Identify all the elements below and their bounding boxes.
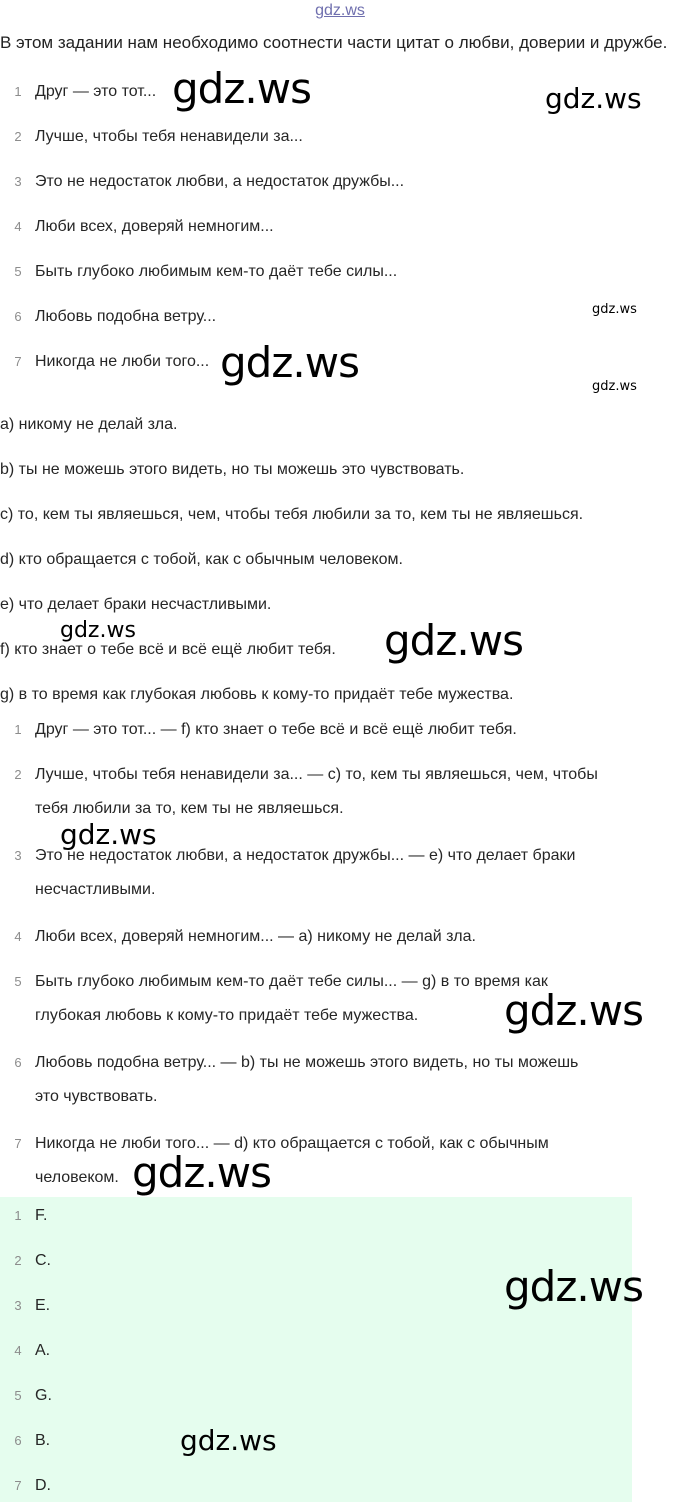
answer-text: Люби всех, доверяй немногим... — a) никому не делай зла. [35, 928, 476, 945]
watermark: gdz.ws [545, 82, 642, 115]
key-letter: B. [35, 1432, 51, 1449]
key-number: 5 [14, 1388, 22, 1403]
watermark: gdz.ws [60, 618, 136, 643]
answer-key-box [0, 1197, 632, 1502]
item-number: 4 [14, 219, 22, 234]
item-number: 3 [14, 174, 22, 189]
key-number: 1 [14, 1208, 22, 1223]
ending-item: f) кто знает о тебе всё и всё ещё любит тебя. [0, 641, 336, 658]
task-intro: В этом задании нам необходимо соотнести части цитат о любви, доверии и дружбе. [0, 33, 668, 52]
answer-number: 4 [14, 929, 22, 944]
key-letter: F. [35, 1207, 48, 1224]
answer-text-cont: человеком. [35, 1169, 119, 1186]
key-number: 3 [14, 1298, 22, 1313]
key-letter: D. [35, 1477, 51, 1494]
watermark: gdz.ws [504, 1262, 643, 1311]
key-number: 4 [14, 1343, 22, 1358]
answer-number: 3 [14, 848, 22, 863]
item-text: Любовь подобна ветру... [35, 308, 217, 325]
answer-text: Никогда не люби того... — d) кто обращается с тобой, как с обычным [35, 1135, 549, 1152]
answer-text: Друг — это тот... — f) кто знает о тебе всё и всё ещё любит тебя. [35, 721, 517, 738]
key-number: 2 [14, 1253, 22, 1268]
watermark: gdz.ws [60, 818, 157, 851]
item-text: Друг — это тот... [35, 83, 157, 100]
item-number: 5 [14, 264, 22, 279]
ending-item: g) в то время как глубокая любовь к кому-то придаёт тебе мужества. [0, 686, 514, 703]
item-text: Люби всех, доверяй немногим... [35, 218, 274, 235]
watermark: gdz.ws [180, 1424, 277, 1457]
key-number: 6 [14, 1433, 22, 1448]
answer-text: Быть глубоко любимым кем-то даёт тебе силы... — g) в то время как [35, 973, 548, 990]
ending-item: b) ты не можешь этого видеть, но ты можешь это чувствовать. [0, 461, 465, 478]
key-letter: E. [35, 1297, 51, 1314]
key-number: 7 [14, 1478, 22, 1493]
item-text: Это не недостаток любви, а недостаток дружбы... [35, 173, 405, 190]
answer-text: Это не недостаток любви, а недостаток дружбы... — e) что делает браки [35, 847, 576, 864]
ending-item: a) никому не делай зла. [0, 416, 178, 433]
key-letter: C. [35, 1252, 51, 1269]
item-number: 1 [14, 84, 22, 99]
ending-item: d) кто обращается с тобой, как с обычным человеком. [0, 551, 403, 568]
answer-text: Лучше, чтобы тебя ненавидели за... — c) то, кем ты являешься, чем, чтобы [35, 766, 598, 783]
answer-text-cont: несчастливыми. [35, 881, 156, 898]
ending-item: e) что делает браки несчастливыми. [0, 596, 272, 613]
answer-text-cont: тебя любили за то, кем ты не являешься. [35, 800, 344, 817]
item-text: Быть глубоко любимым кем-то даёт тебе силы... [35, 263, 398, 280]
watermark: gdz.ws [504, 986, 643, 1035]
watermark: gdz.ws [220, 338, 359, 387]
watermark: gdz.ws [132, 1148, 271, 1197]
key-letter: A. [35, 1342, 51, 1359]
answer-text: Любовь подобна ветру... — b) ты не можешь этого видеть, но ты можешь [35, 1054, 579, 1071]
answer-text-cont: это чувствовать. [35, 1088, 158, 1105]
item-text: Лучше, чтобы тебя ненавидели за... [35, 128, 303, 145]
item-text: Никогда не люби того... [35, 353, 210, 370]
watermark: gdz.ws [592, 302, 637, 317]
answer-number: 6 [14, 1055, 22, 1070]
item-number: 7 [14, 354, 22, 369]
site-header-link[interactable]: gdz.ws [315, 2, 365, 19]
key-letter: G. [35, 1387, 52, 1404]
item-number: 2 [14, 129, 22, 144]
answer-number: 1 [14, 722, 22, 737]
answer-text-cont: глубокая любовь к кому-то придаёт тебе мужества. [35, 1007, 419, 1024]
ending-item: c) то, кем ты являешься, чем, чтобы тебя любили за то, кем ты не являешься. [0, 506, 584, 523]
watermark: gdz.ws [172, 64, 311, 113]
item-number: 6 [14, 309, 22, 324]
answer-number: 5 [14, 974, 22, 989]
answer-number: 2 [14, 767, 22, 782]
watermark: gdz.ws [592, 379, 637, 394]
watermark: gdz.ws [384, 616, 523, 665]
answer-number: 7 [14, 1136, 22, 1151]
